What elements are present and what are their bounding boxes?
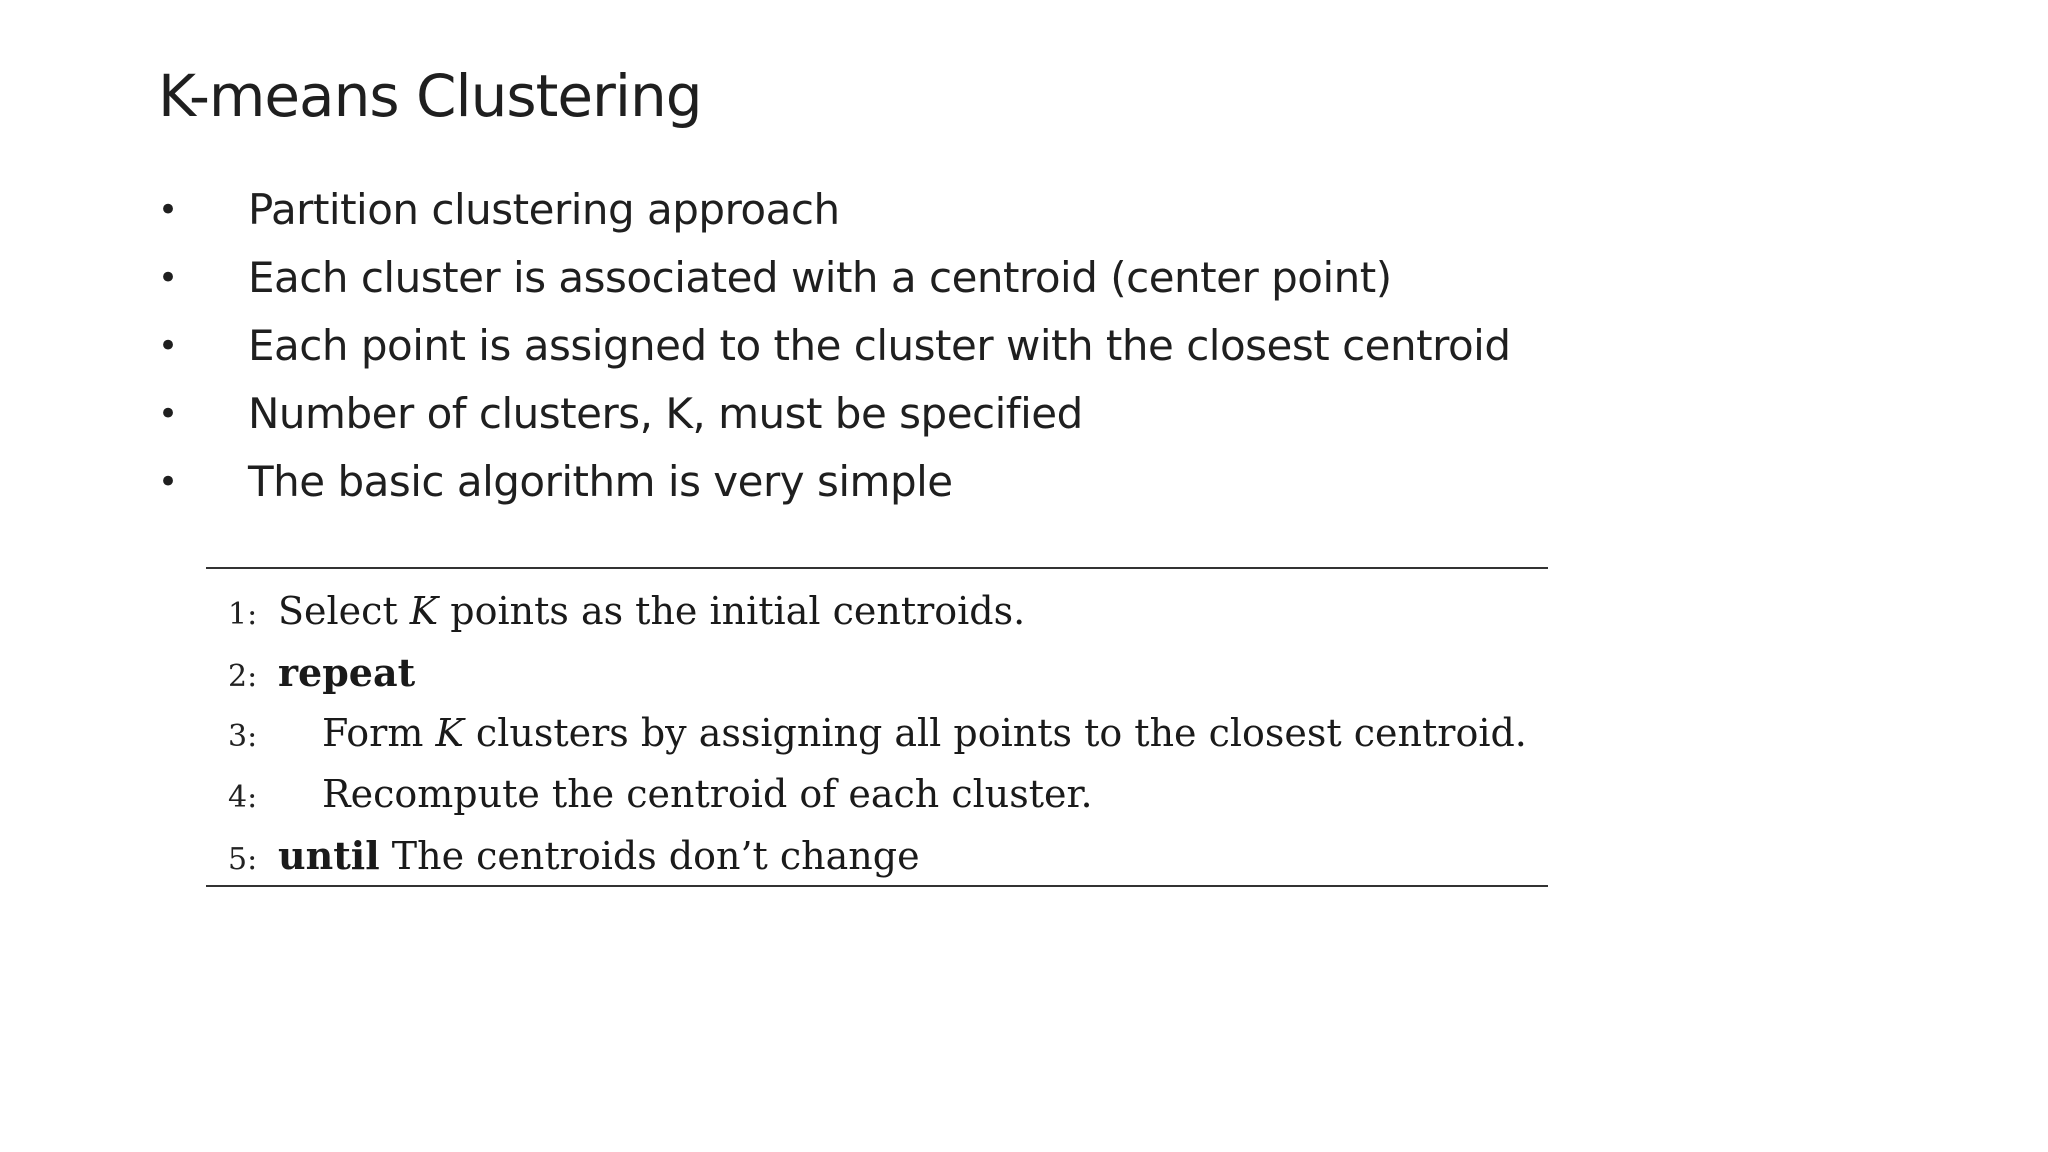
bullet-text: The basic algorithm is very simple: [248, 457, 953, 506]
line-number: 1:: [228, 597, 258, 632]
bullet-item: [158, 312, 1510, 380]
bullet-item: [158, 244, 1510, 312]
algorithm-line-1: [228, 581, 1527, 642]
bullet-text: Each point is assigned to the cluster with the closest centroid: [248, 321, 1511, 370]
algorithm-box: [206, 567, 1548, 887]
slide-title: K-means Clustering: [158, 62, 702, 130]
bullet-list: [158, 176, 1510, 516]
line-number: 2:: [228, 659, 258, 694]
line-text: Recompute the centroid of each cluster.: [322, 772, 1093, 816]
bullet-icon: •: [158, 462, 178, 502]
bullet-icon: •: [158, 326, 178, 366]
algorithm-line-3: [228, 703, 1527, 764]
line-number: 3:: [228, 719, 258, 754]
math-variable: K: [435, 711, 464, 755]
bullet-text: Each cluster is associated with a centroid (center point): [248, 253, 1392, 302]
line-number: 4:: [228, 780, 258, 815]
bullet-item: [158, 448, 1510, 516]
line-text: points as the initial centroids.: [438, 589, 1026, 633]
line-number: 5:: [228, 842, 258, 877]
bullet-text: Number of clusters, K, must be specified: [248, 389, 1083, 438]
bullet-icon: •: [158, 190, 178, 230]
bullet-icon: •: [158, 394, 178, 434]
keyword: repeat: [278, 650, 416, 695]
line-text: Select: [278, 589, 410, 633]
algorithm-lines: [228, 581, 1527, 886]
keyword: until: [278, 833, 380, 878]
algorithm-line-5: [228, 825, 1527, 886]
algorithm-line-2: [228, 642, 1527, 703]
bullet-icon: •: [158, 258, 178, 298]
bullet-item: [158, 380, 1510, 448]
bullet-text: Partition clustering approach: [248, 185, 840, 234]
line-text: Form: [322, 711, 436, 755]
line-text: clusters by assigning all points to the closest centroid.: [463, 711, 1527, 755]
math-variable: K: [409, 589, 439, 633]
bullet-item: [158, 176, 1510, 244]
line-text: The centroids don’t change: [379, 834, 920, 878]
algorithm-line-4: [228, 764, 1527, 825]
